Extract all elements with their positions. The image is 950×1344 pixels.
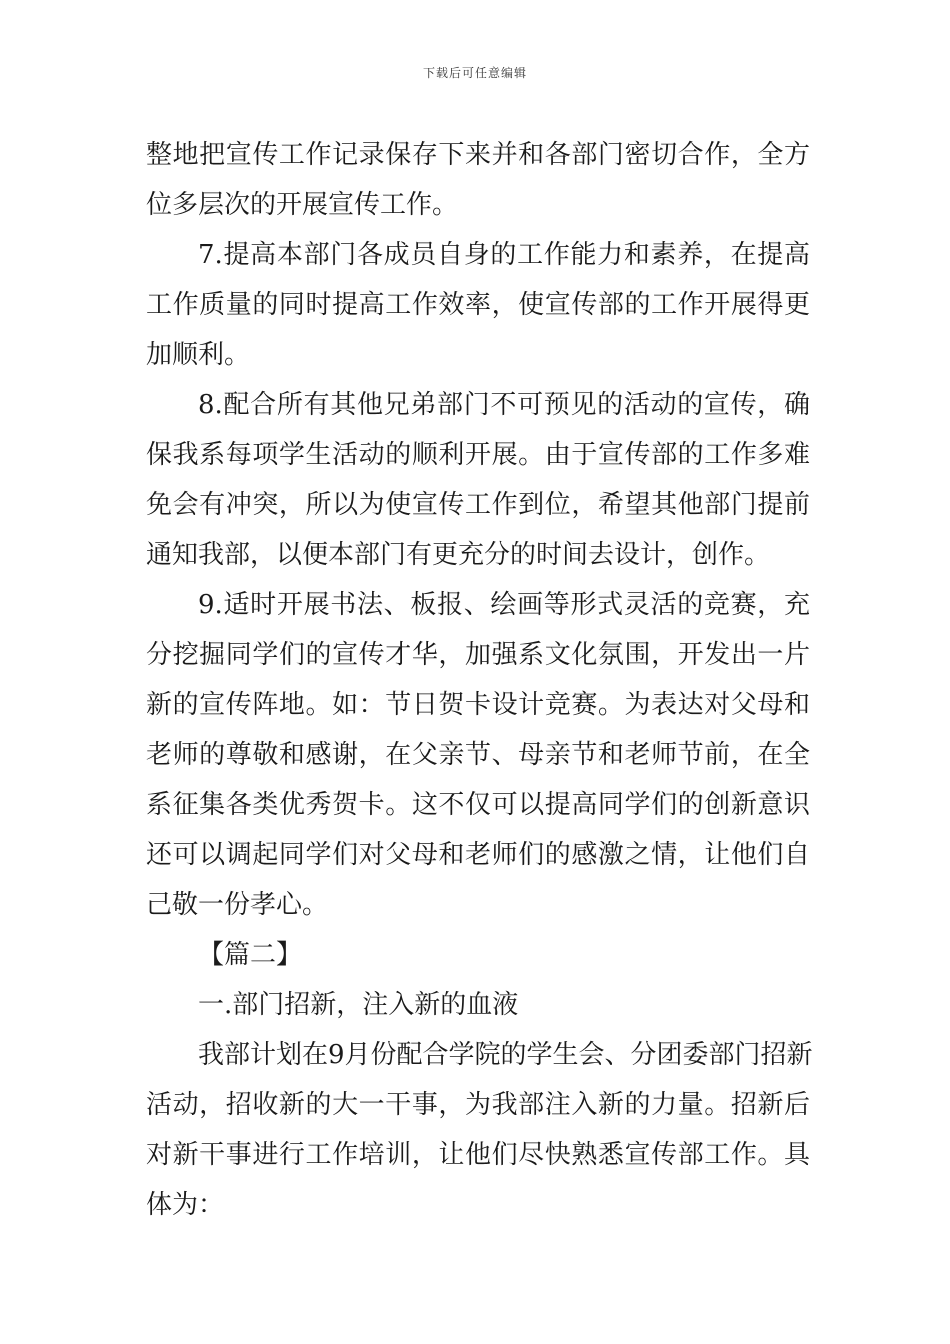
text-line: 工作质量的同时提高工作效率，使宣传部的工作开展得更 <box>146 290 810 320</box>
section-item-heading <box>146 980 810 1030</box>
paragraph-continuation <box>146 130 810 230</box>
section-heading <box>146 930 810 980</box>
text-line: 新的宣传阵地。如：节日贺卡设计竞赛。为表达对父母和 <box>146 690 810 720</box>
paragraph-item-9 <box>146 580 810 930</box>
text-line: 体为： <box>146 1190 225 1220</box>
text-line: 9.适时开展书法、板报、绘画等形式灵活的竞赛，充 <box>198 590 810 620</box>
text-line: 一.部门招新，注入新的血液 <box>198 990 519 1020</box>
text-line: 系征集各类优秀贺卡。这不仅可以提高同学们的创新意识 <box>146 790 810 820</box>
body-text <box>146 130 813 1230</box>
text-line: 整地把宣传工作记录保存下来并和各部门密切合作，全方 <box>146 140 810 170</box>
text-line: 活动，招收新的大一干事，为我部注入新的力量。招新后 <box>146 1090 810 1120</box>
text-line: 8.配合所有其他兄弟部门不可预见的活动的宣传，确 <box>198 390 810 420</box>
text-line: 7.提高本部门各成员自身的工作能力和素养，在提高 <box>198 240 810 270</box>
text-line: 还可以调起同学们对父母和老师们的感激之情，让他们自 <box>146 840 810 870</box>
text-line: 我部计划在9月份配合学院的学生会、分团委部门招新 <box>198 1040 813 1070</box>
text-line: 免会有冲突，所以为使宣传工作到位，希望其他部门提前 <box>146 490 810 520</box>
text-line: 对新干事进行工作培训，让他们尽快熟悉宣传部工作。具 <box>146 1140 810 1170</box>
text-line: 保我系每项学生活动的顺利开展。由于宣传部的工作多难 <box>146 440 810 470</box>
paragraph-item-8 <box>146 380 810 580</box>
text-line: 己敬一份孝心。 <box>146 890 329 920</box>
text-line: 分挖掘同学们的宣传才华，加强系文化氛围，开发出一片 <box>146 640 810 670</box>
text-line: 通知我部，以便本部门有更充分的时间去设计，创作。 <box>146 540 771 570</box>
text-line: 加顺利。 <box>146 340 251 370</box>
paragraph-item-7 <box>146 230 810 380</box>
section-paragraph <box>146 1030 813 1230</box>
text-line: 老师的尊敬和感谢，在父亲节、母亲节和老师节前，在全 <box>146 740 810 770</box>
text-line: 位多层次的开展宣传工作。 <box>146 190 459 220</box>
text-line: 【篇二】 <box>198 940 303 970</box>
header-note: 下载后可任意编辑 <box>422 66 527 80</box>
